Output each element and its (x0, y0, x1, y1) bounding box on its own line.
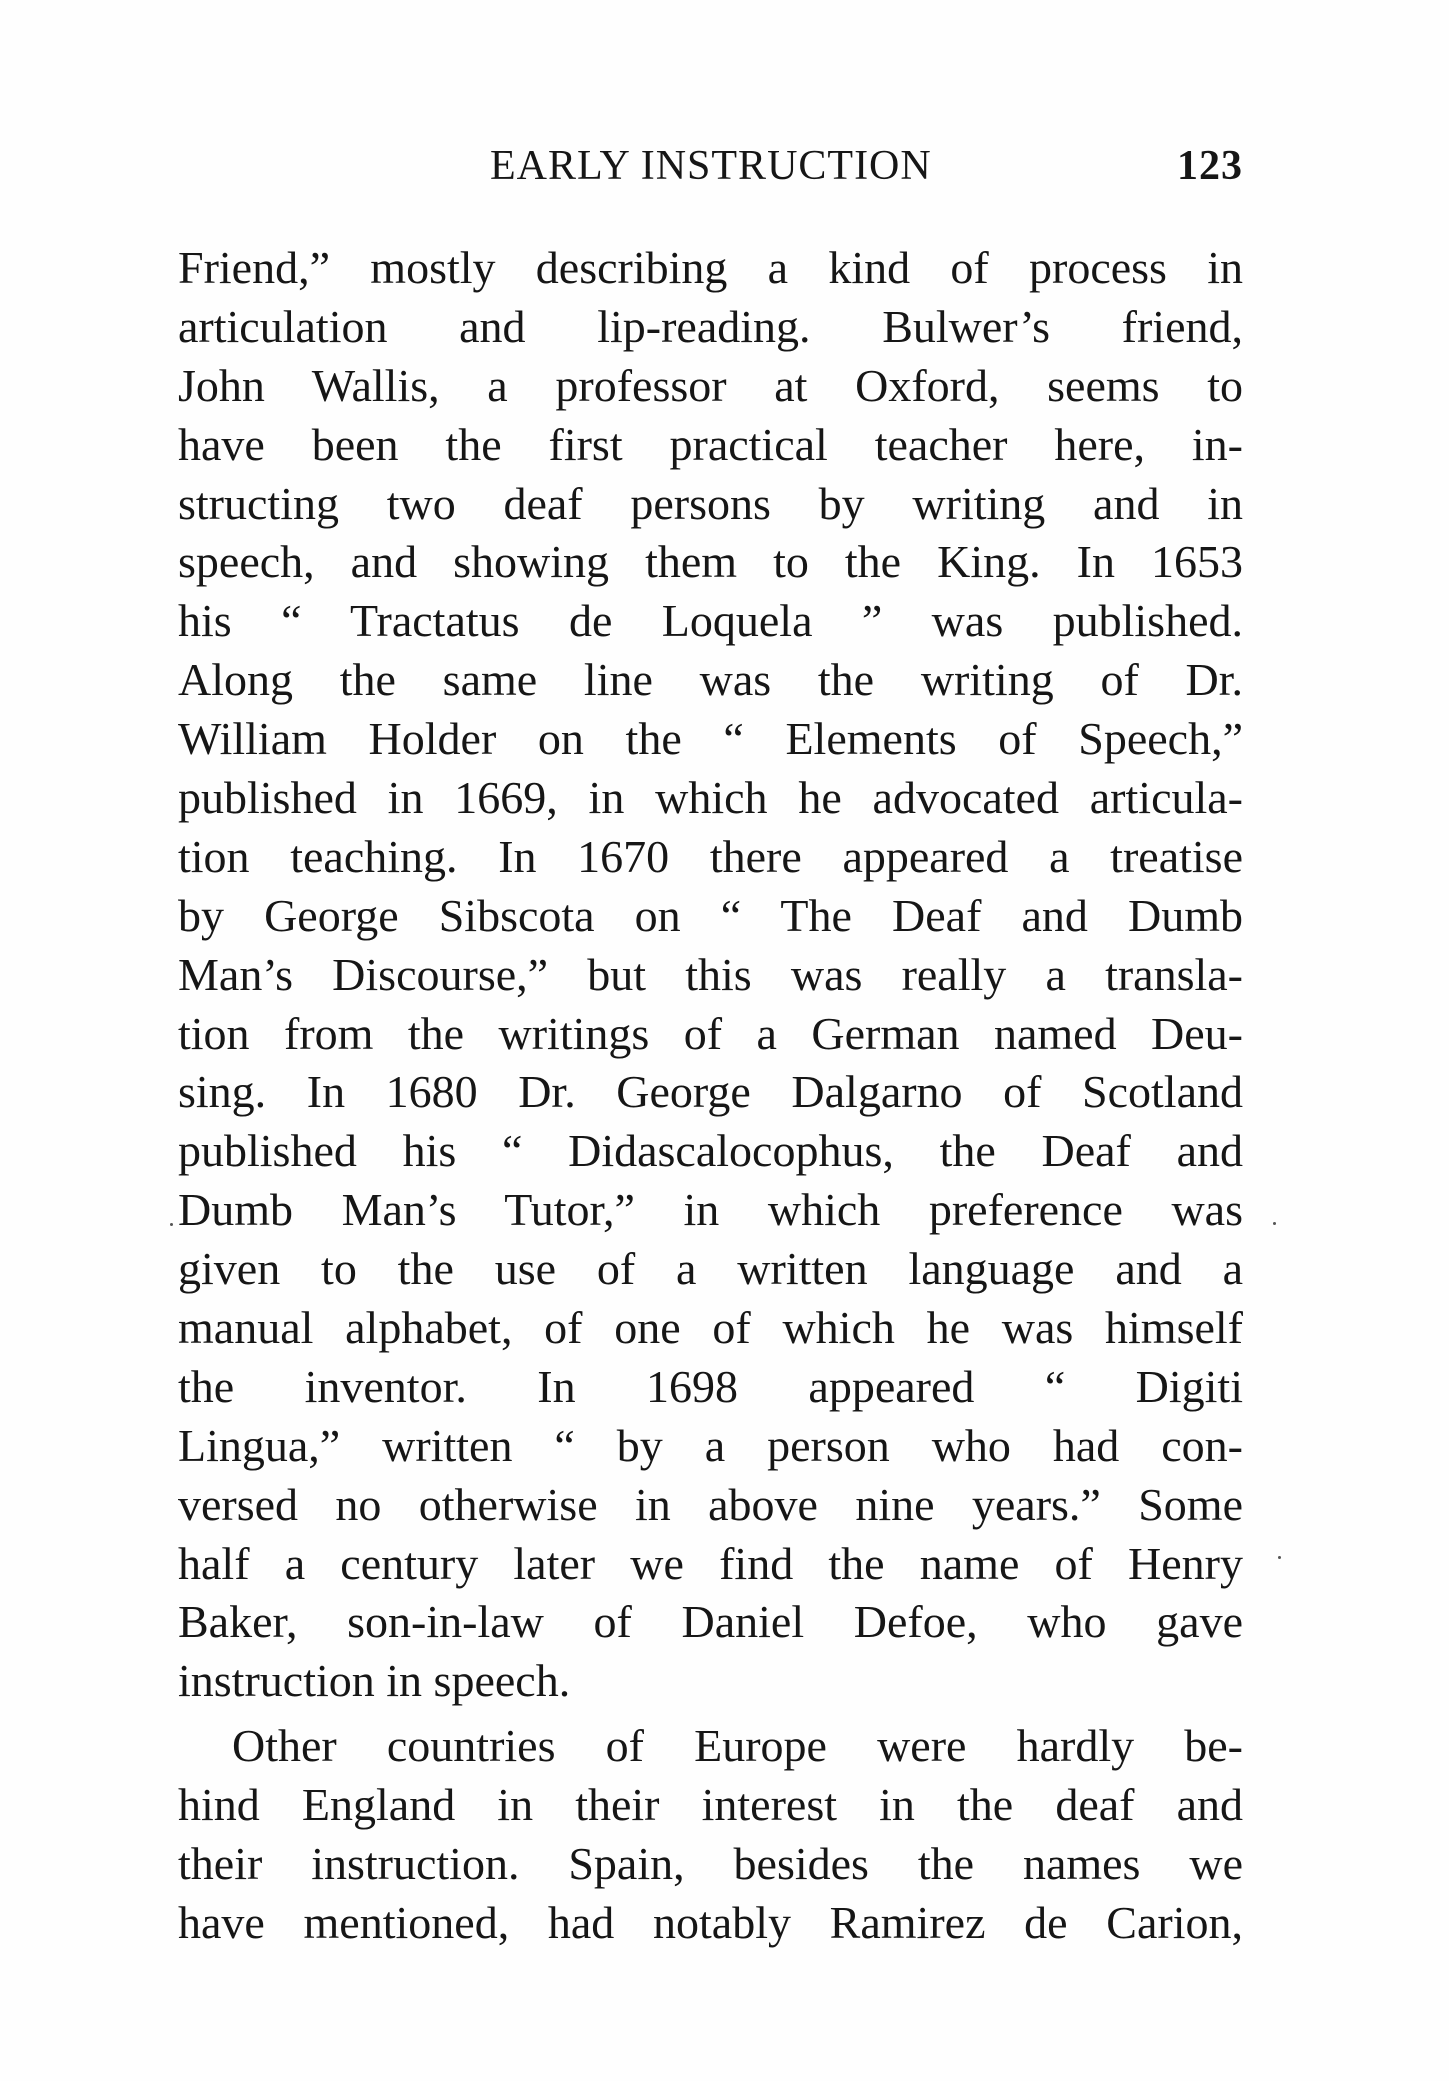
text-line: Friend,” mostly describing a kind of process in (178, 242, 1243, 293)
text-line: manual alphabet, of one of which he was himself (178, 1302, 1243, 1354)
text-line: published his “ Didascalocophus, the Deaf and (178, 1125, 1243, 1177)
text-line: half a century later we find the name of Henry (178, 1537, 1243, 1589)
text-line: sing. In 1680 Dr. George Dalgarno of Scotland (178, 1066, 1243, 1118)
text-line: structing two deaf persons by writing and in (178, 477, 1243, 529)
text-line: Lingua,” written “ by a person who had con- (178, 1419, 1243, 1471)
text-line: published in 1669, in which he advocated articula- (178, 772, 1243, 824)
paper-speck (170, 1223, 173, 1226)
text-line: versed no otherwise in above nine years.” Some (178, 1478, 1243, 1530)
text-line: Baker, son-in-law of Daniel Defoe, who gave (178, 1596, 1243, 1648)
text-line: speech, and showing them to the King. In 1653 (178, 536, 1243, 588)
paper-speck (1278, 1556, 1281, 1559)
text-line: tion teaching. In 1670 there appeared a treatise (178, 830, 1243, 882)
text-line: John Wallis, a professor at Oxford, seems to (178, 359, 1243, 411)
text-line: Other countries of Europe were hardly be- (232, 1720, 1243, 1772)
text-line: hind England in their interest in the deaf and (178, 1779, 1243, 1831)
text-line: tion from the writings of a German named Deu- (178, 1007, 1243, 1059)
text-line: by George Sibscota on “ The Deaf and Dumb (178, 889, 1243, 941)
paper-speck (1273, 1222, 1276, 1225)
body-text (178, 239, 1243, 1953)
text-line: his “ Tractatus de Loquela ” was published. (178, 595, 1243, 647)
text-line: William Holder on the “ Elements of Speech,” (178, 713, 1243, 765)
text-line: their instruction. Spain, besides the names we (178, 1838, 1243, 1890)
text-line: Dumb Man’s Tutor,” in which preference was (178, 1184, 1243, 1236)
text-line: the inventor. In 1698 appeared “ Digiti (178, 1360, 1243, 1412)
text-line: given to the use of a written language and a (178, 1243, 1243, 1295)
running-head-title: EARLY INSTRUCTION (490, 143, 932, 189)
text-line: Along the same line was the writing of Dr. (178, 654, 1243, 706)
text-line: instruction in speech. (178, 1655, 571, 1707)
running-head (178, 142, 1243, 202)
page-number: 123 (1177, 143, 1243, 189)
text-line: Man’s Discourse,” but this was really a transla- (178, 948, 1243, 1000)
text-line: have been the first practical teacher here, in- (178, 418, 1243, 470)
text-line: have mentioned, had notably Ramirez de Carion, (178, 1896, 1243, 1948)
text-line: articulation and lip-reading. Bulwer’s friend, (178, 300, 1243, 352)
